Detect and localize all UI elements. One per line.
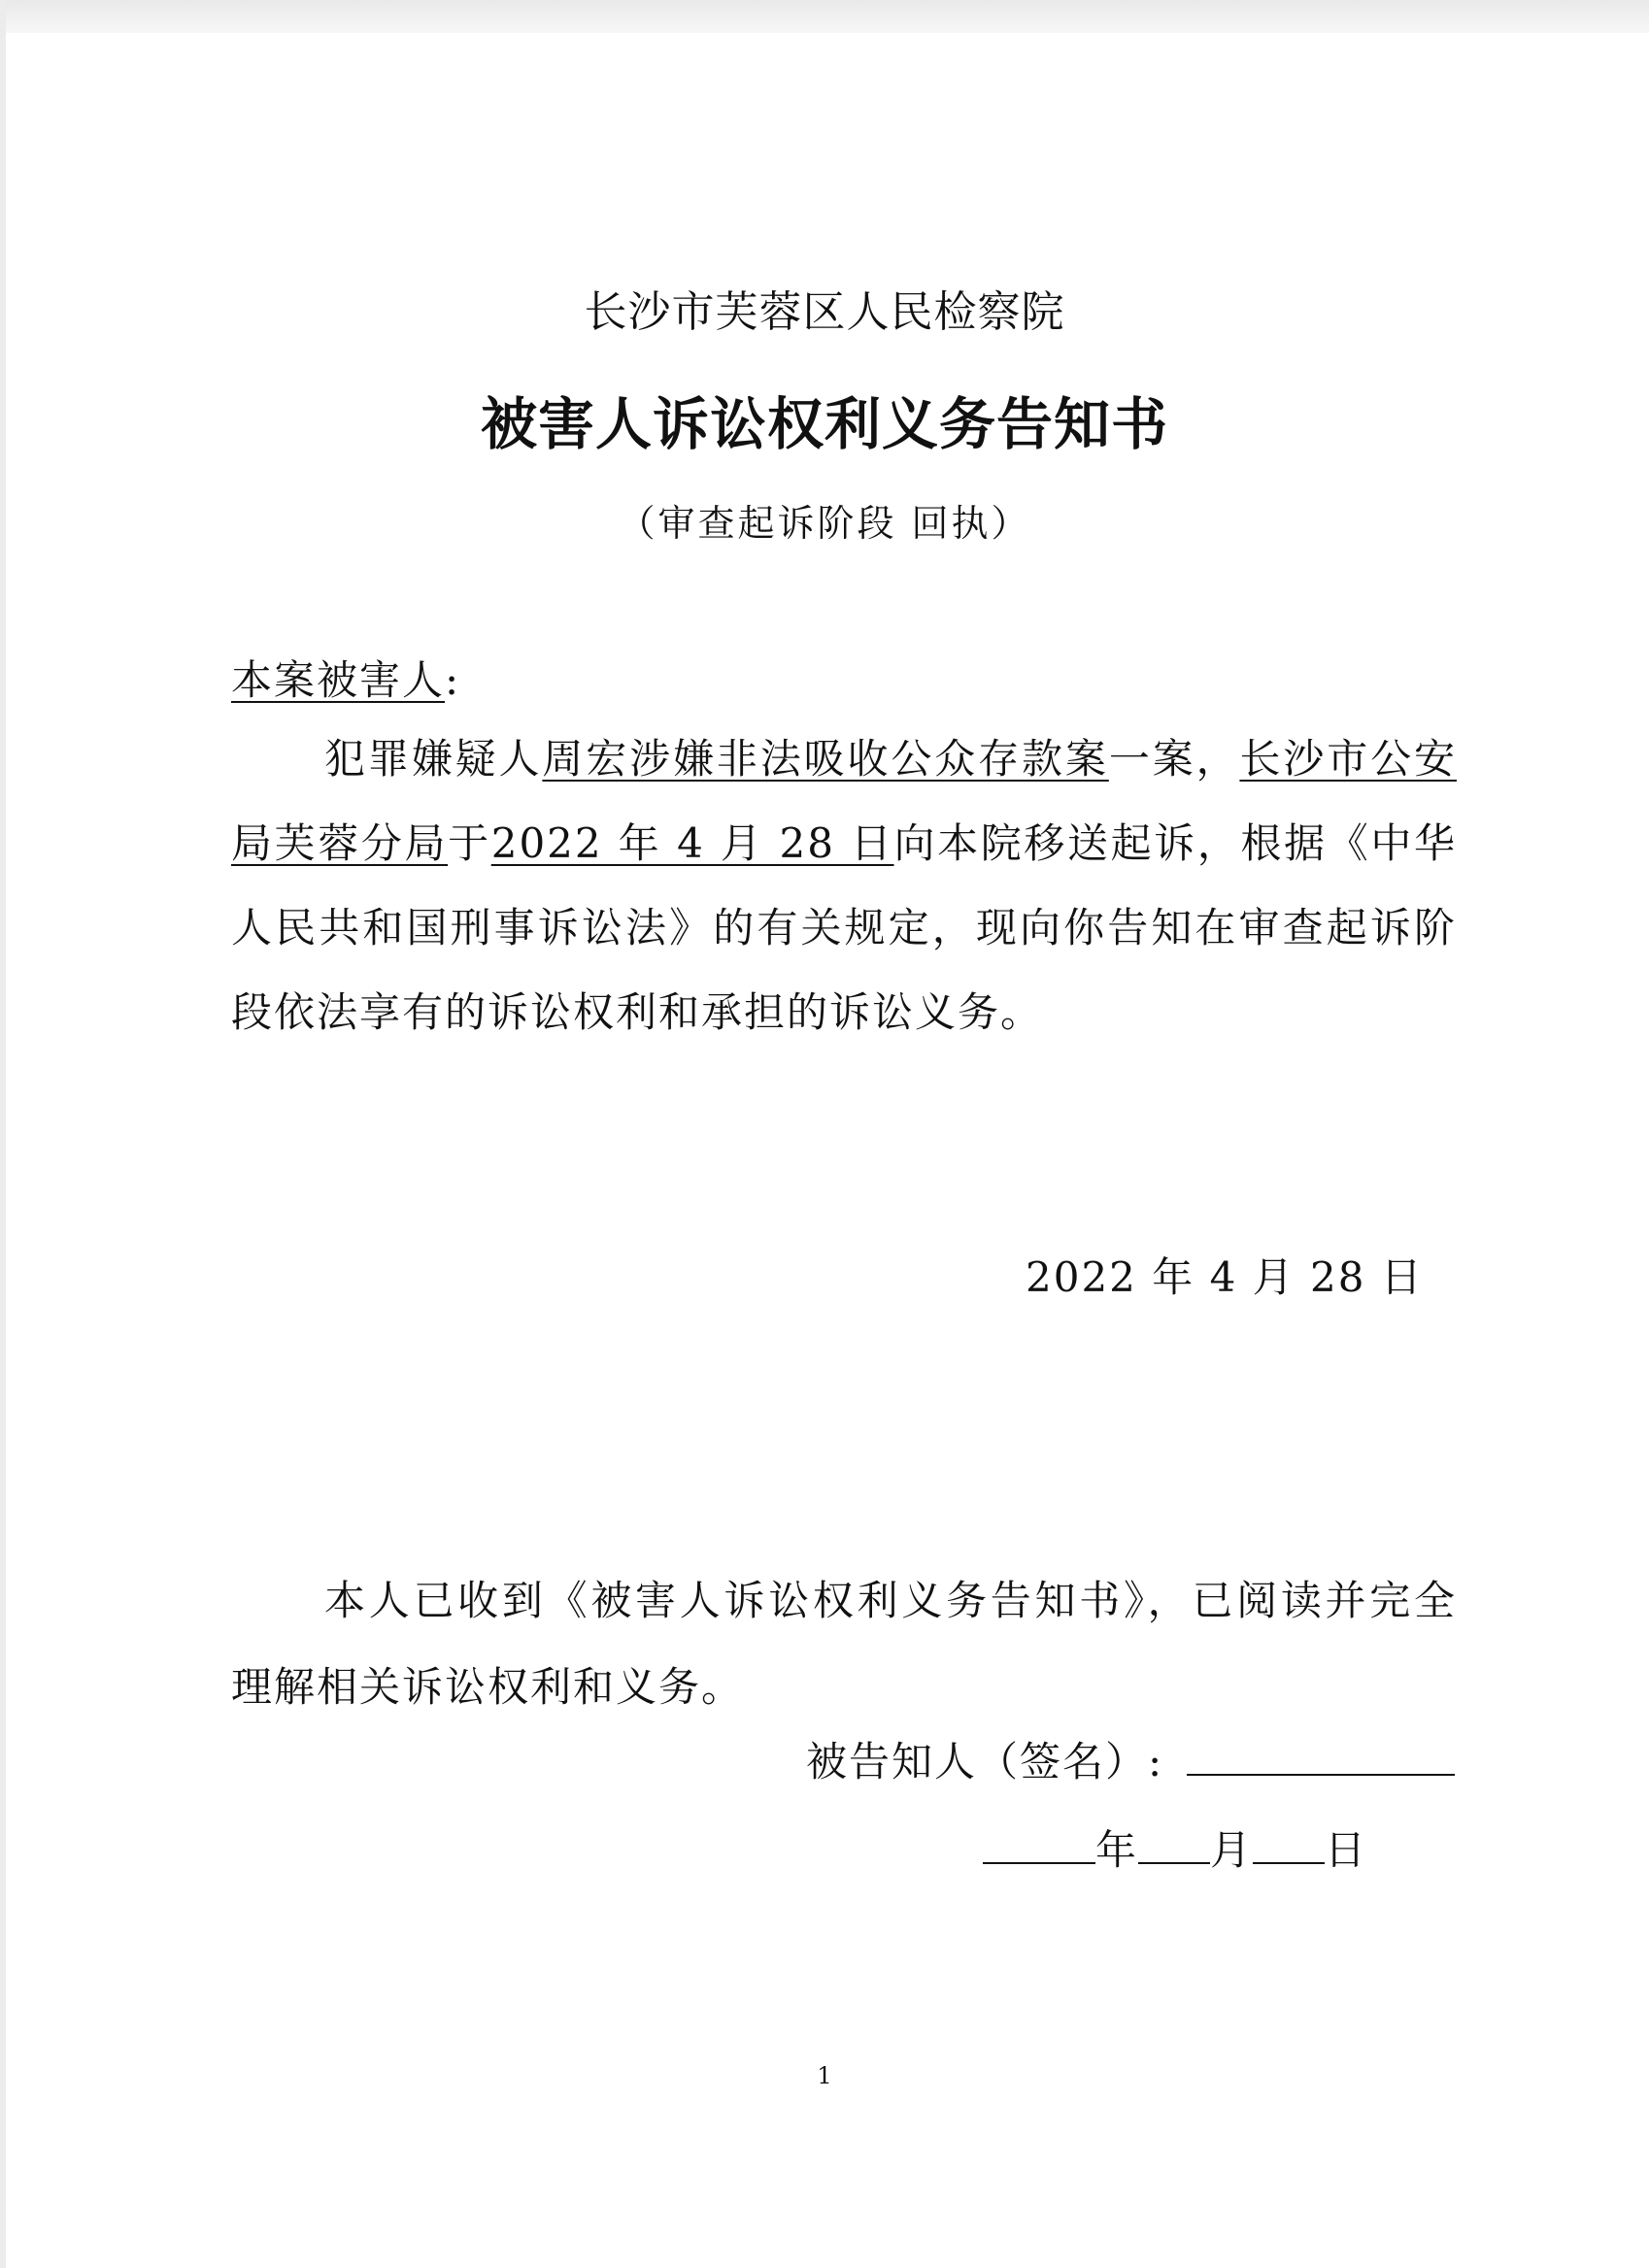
paragraph-part-1: 犯罪嫌疑人 xyxy=(324,735,543,783)
paragraph-part-2: 一案， xyxy=(1108,735,1240,783)
salutation-text: 本案被害人 xyxy=(231,656,446,704)
page-number: 1 xyxy=(817,2062,832,2089)
transfer-date: 2022 年 4 月 28 日 xyxy=(490,819,894,867)
case-name: 周宏涉嫌非法吸收公众存款案 xyxy=(542,735,1109,783)
issue-date: 2022 年 4 月 28 日 xyxy=(1026,1253,1424,1301)
notice-paragraph xyxy=(231,717,1457,1054)
paragraph-part-3: 于 xyxy=(448,819,491,867)
month-blank xyxy=(1138,1819,1210,1864)
transferring-agency: 长沙市公安局芙蓉分局 xyxy=(231,735,1457,867)
acknowledgement-paragraph: 本人已收到《被害人诉讼权利义务告知书》，已阅读并完全理解相关诉讼权利和义务。 xyxy=(231,1577,1457,1711)
salutation-colon: : xyxy=(445,656,461,704)
scan-edge-left xyxy=(0,0,6,2268)
year-label: 年 xyxy=(1095,1826,1139,1874)
scan-edge-top xyxy=(0,0,1649,33)
day-blank xyxy=(1253,1819,1325,1864)
organization-name: 长沙市芙蓉区人民检察院 xyxy=(584,287,1065,337)
signature-row xyxy=(806,1730,1455,1788)
year-blank xyxy=(983,1819,1095,1864)
signature-date xyxy=(983,1818,1367,1877)
document-title: 被害人诉讼权利义务告知书 xyxy=(480,391,1168,457)
signature-label: 被告知人（签名）: xyxy=(806,1738,1164,1785)
day-label: 日 xyxy=(1325,1826,1368,1874)
month-label: 月 xyxy=(1210,1826,1254,1874)
signature-line xyxy=(1187,1731,1455,1776)
paragraph-part-4: 向本院移送起诉，根据《中华人民共和国刑事诉讼法》的有关规定，现向你告知在审查起诉阶段依法享有的诉讼权利和承担的诉讼义务。 xyxy=(231,819,1457,1036)
salutation xyxy=(231,649,460,707)
document-subtitle: （审查起诉阶段 回执） xyxy=(618,502,1031,545)
